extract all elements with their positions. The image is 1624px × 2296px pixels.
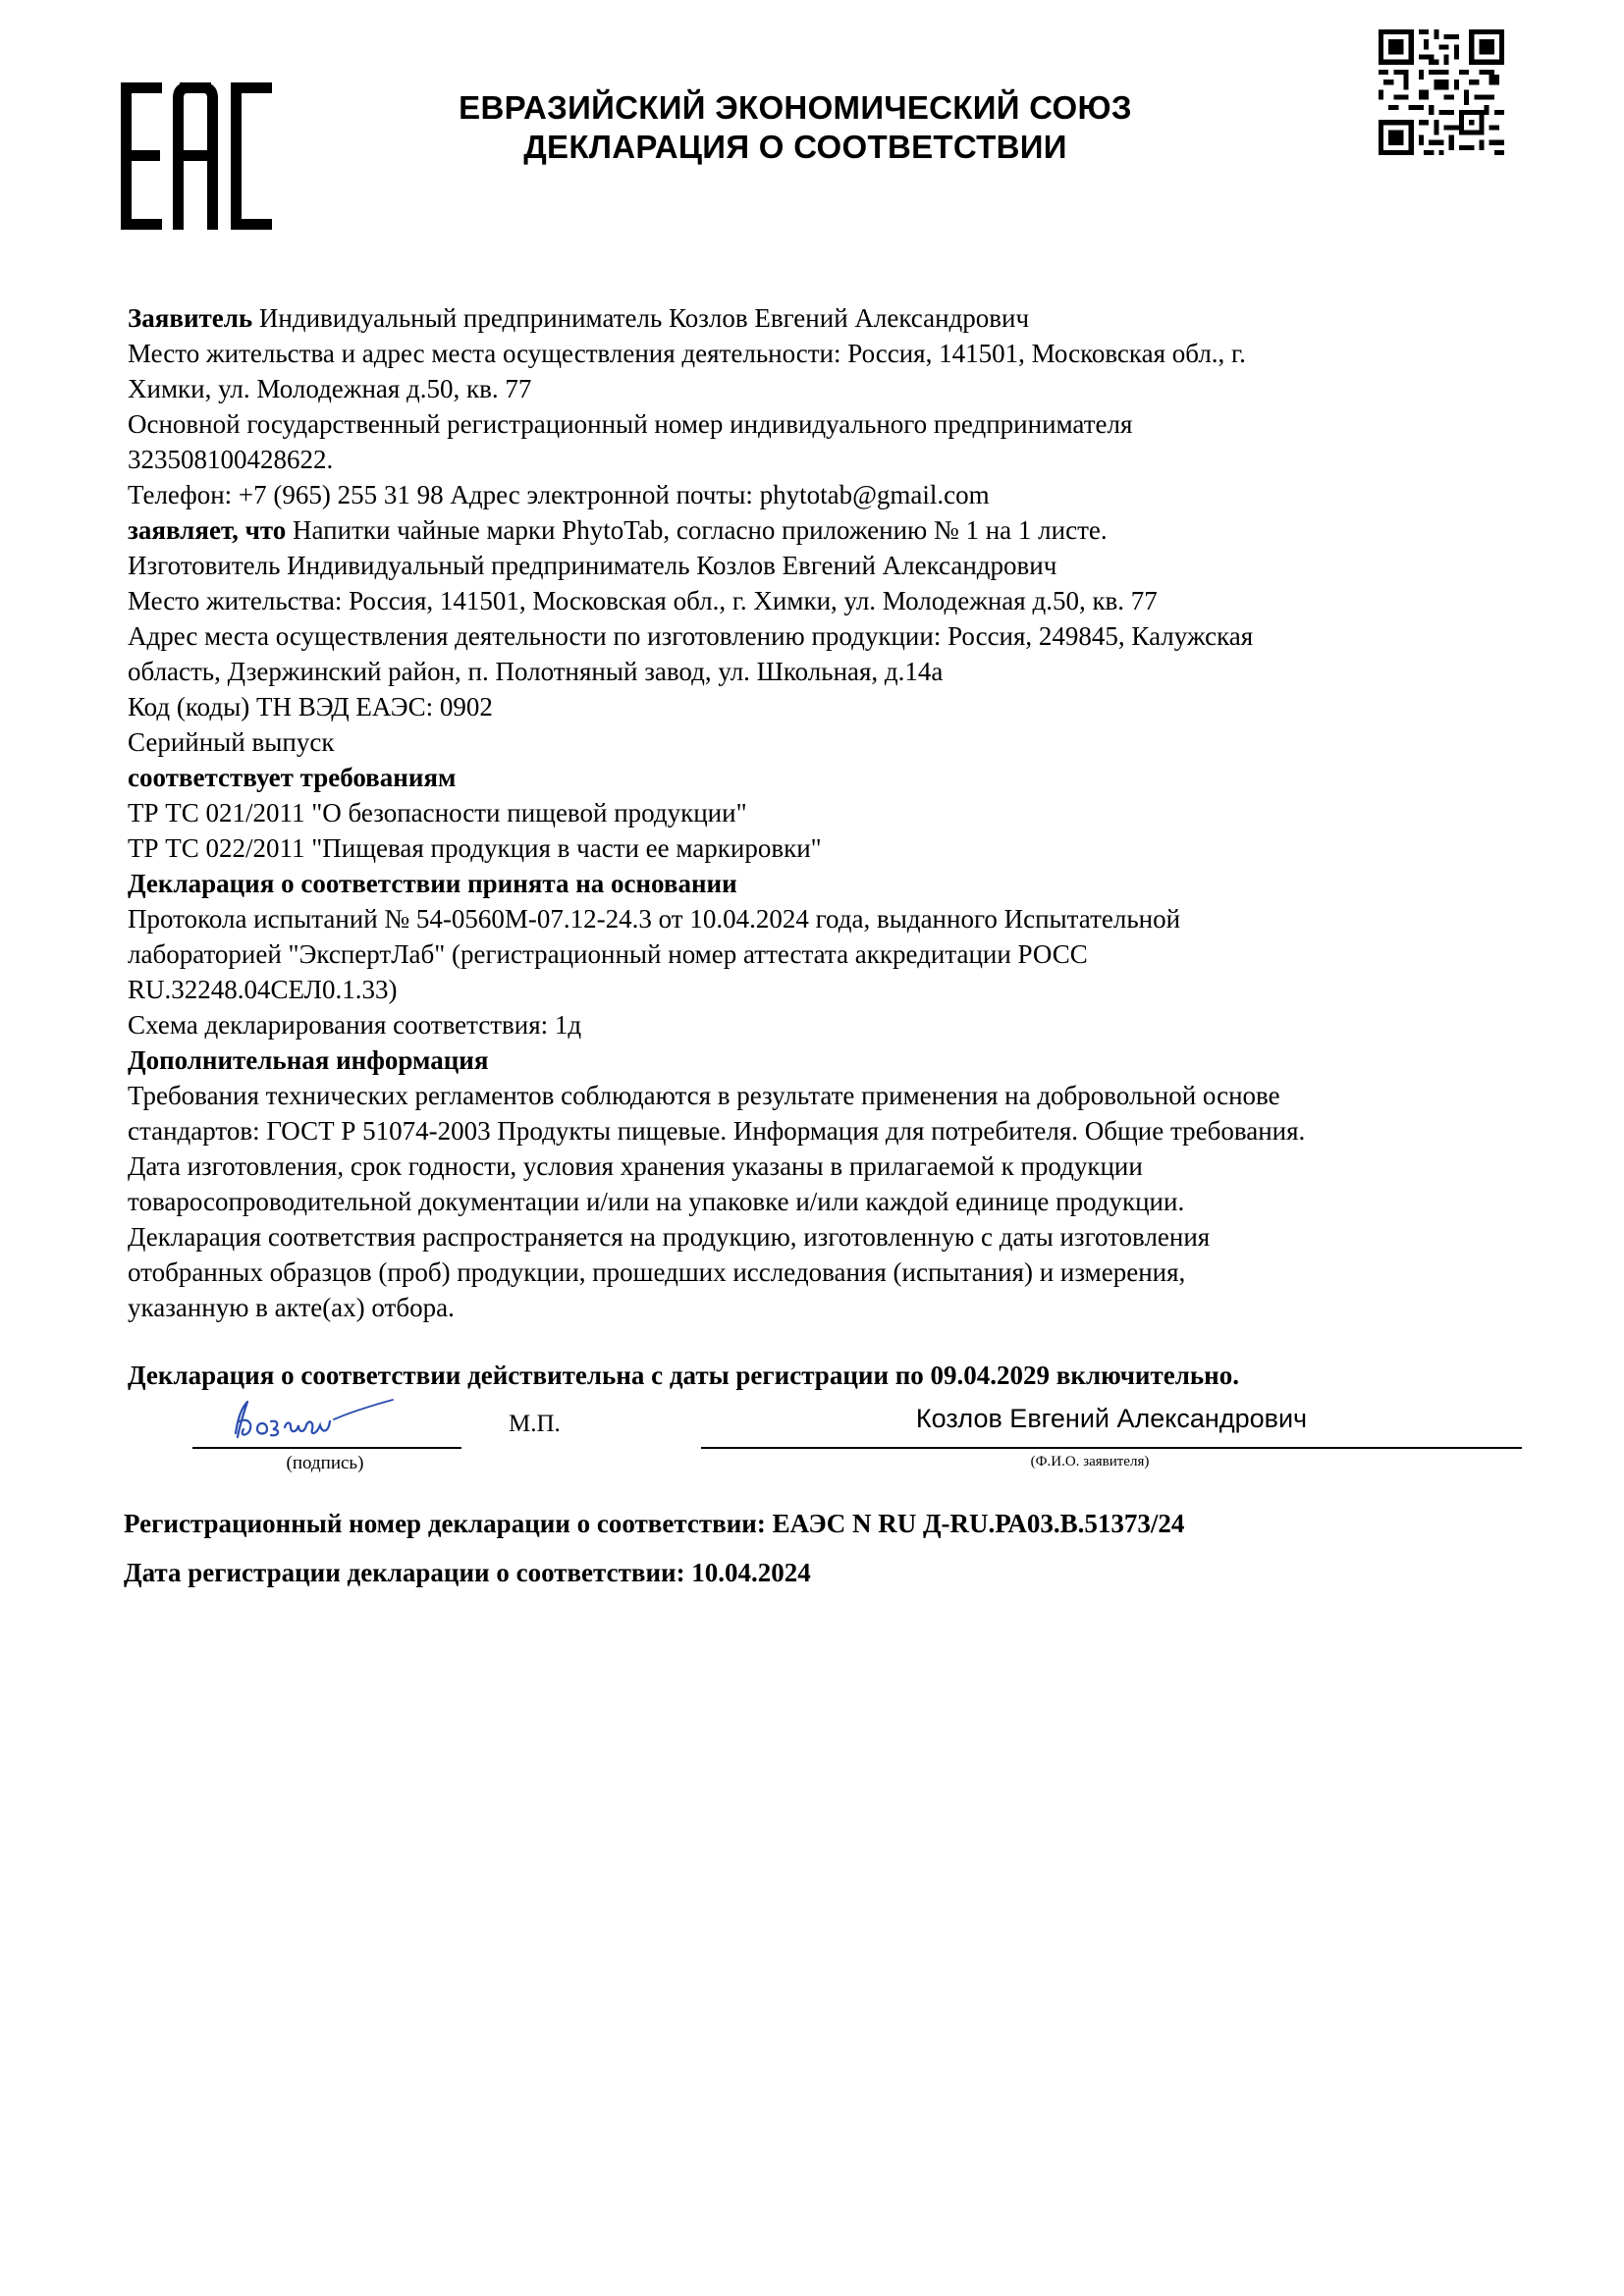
- handwritten-signature: [214, 1392, 410, 1451]
- requirement-item-1: ТР ТС 021/2011 "О безопасности пищевой продукции": [128, 798, 747, 828]
- declaration-body: [128, 300, 1522, 1325]
- declares-text: Напитки чайные марки PhytoTab, согласно приложению № 1 на 1 листе.: [286, 515, 1108, 545]
- fio-caption: (Ф.И.О. заявителя): [1030, 1454, 1150, 1469]
- declares-label: заявляет, что: [128, 515, 287, 545]
- manufacturer-line3: Адрес места осуществления деятельности по изготовлению продукции: Россия, 249845, Калужская: [128, 621, 1254, 651]
- additional-line-7: указанную в акте(ах) отбора.: [128, 1293, 455, 1322]
- manufacturer-line4: область, Дзержинский район, п. Полотняный завод, ул. Школьная, д.14а: [128, 657, 944, 686]
- validity-statement: Декларация о соответствии действительна с даты регистрации по 09.04.2029 включительно.: [128, 1361, 1239, 1390]
- registration-number: Регистрационный номер декларации о соответствии: ЕАЭС N RU Д-RU.РА03.В.51373/24: [124, 1509, 1185, 1538]
- signature-caption: (подпись): [286, 1453, 364, 1473]
- svg-text:ЕАС: ЕАС: [113, 79, 115, 80]
- header-declaration-title: ДЕКЛАРАЦИЯ О СООТВЕТСТВИИ: [523, 129, 1067, 165]
- applicant-line: [128, 300, 1522, 336]
- additional-heading: Дополнительная информация: [128, 1045, 489, 1075]
- applicant-fio: Козлов Евгений Александрович: [915, 1404, 1308, 1433]
- basis-heading: Декларация о соответствии принята на основании: [128, 869, 737, 898]
- eac-logo: [113, 79, 278, 234]
- declaration-scheme: Схема декларирования соответствия: 1д: [128, 1010, 582, 1040]
- registration-date: Дата регистрации декларации о соответствии: 10.04.2024: [124, 1558, 811, 1587]
- header-union-title: ЕВРАЗИЙСКИЙ ЭКОНОМИЧЕСКИЙ СОЮЗ: [459, 89, 1132, 126]
- applicant-ogrn-line1: Основной государственный регистрационный номер индивидуального предпринимателя: [128, 409, 1133, 439]
- tnved-code: Код (коды) ТН ВЭД ЕАЭС: 0902: [128, 692, 493, 721]
- declares-line: [128, 512, 1522, 548]
- applicant-contacts: Телефон: +7 (965) 255 31 98 Адрес электронной почты: phytotab@gmail.com: [128, 480, 990, 509]
- signature-line: [192, 1447, 461, 1449]
- document-header: [324, 88, 1267, 167]
- fio-line: [701, 1447, 1522, 1449]
- serial-release: Серийный выпуск: [128, 727, 335, 757]
- additional-line-2: стандартов: ГОСТ Р 51074-2003 Продукты пищевые. Информация для потребителя. Общие требования.: [128, 1116, 1306, 1146]
- manufacturer-line1: Изготовитель Индивидуальный предприниматель Козлов Евгений Александрович: [128, 551, 1057, 580]
- stamp-placeholder: М.П.: [509, 1411, 561, 1437]
- manufacturer-line2: Место жительства: Россия, 141501, Московская обл., г. Химки, ул. Молодежная д.50, кв. 77: [128, 586, 1158, 615]
- basis-line3: RU.32248.04СЕЛ0.1.33): [128, 975, 398, 1004]
- applicant-address-line2: Химки, ул. Молодежная д.50, кв. 77: [128, 374, 532, 403]
- additional-line-6: отобранных образцов (проб) продукции, прошедших исследования (испытания) и измерения,: [128, 1257, 1186, 1287]
- requirement-item-2: ТР ТС 022/2011 "Пищевая продукция в части ее маркировки": [128, 833, 822, 863]
- applicant-address-line1: Место жительства и адрес места осуществления деятельности: Россия, 141501, Московская обл., г.: [128, 339, 1246, 368]
- basis-line2: лабораторией "ЭкспертЛаб" (регистрационный номер аттестата аккредитации РОСС: [128, 939, 1088, 969]
- applicant-label: Заявитель: [128, 303, 253, 333]
- basis-line1: Протокола испытаний № 54-0560M-07.12-24.3 от 10.04.2024 года, выданного Испытательной: [128, 904, 1181, 934]
- applicant-ogrn-line2: 323508100428622.: [128, 445, 334, 474]
- applicant-name: Индивидуальный предприниматель Козлов Евгений Александрович: [252, 303, 1030, 333]
- svg-text:Козлов: Козлов: [214, 1392, 217, 1393]
- requirements-heading: соответствует требованиям: [128, 763, 457, 792]
- additional-line-4: товаросопроводительной документации и/или на упаковке и/или каждой единице продукции.: [128, 1187, 1185, 1216]
- qr-code-icon: [1379, 29, 1504, 155]
- additional-line-3: Дата изготовления, срок годности, условия хранения указаны в прилагаемой к продукции: [128, 1151, 1143, 1181]
- additional-line-1: Требования технических регламентов соблюдаются в результате применения на добровольной основе: [128, 1081, 1280, 1110]
- additional-line-5: Декларация соответствия распространяется на продукцию, изготовленную с даты изготовления: [128, 1222, 1211, 1252]
